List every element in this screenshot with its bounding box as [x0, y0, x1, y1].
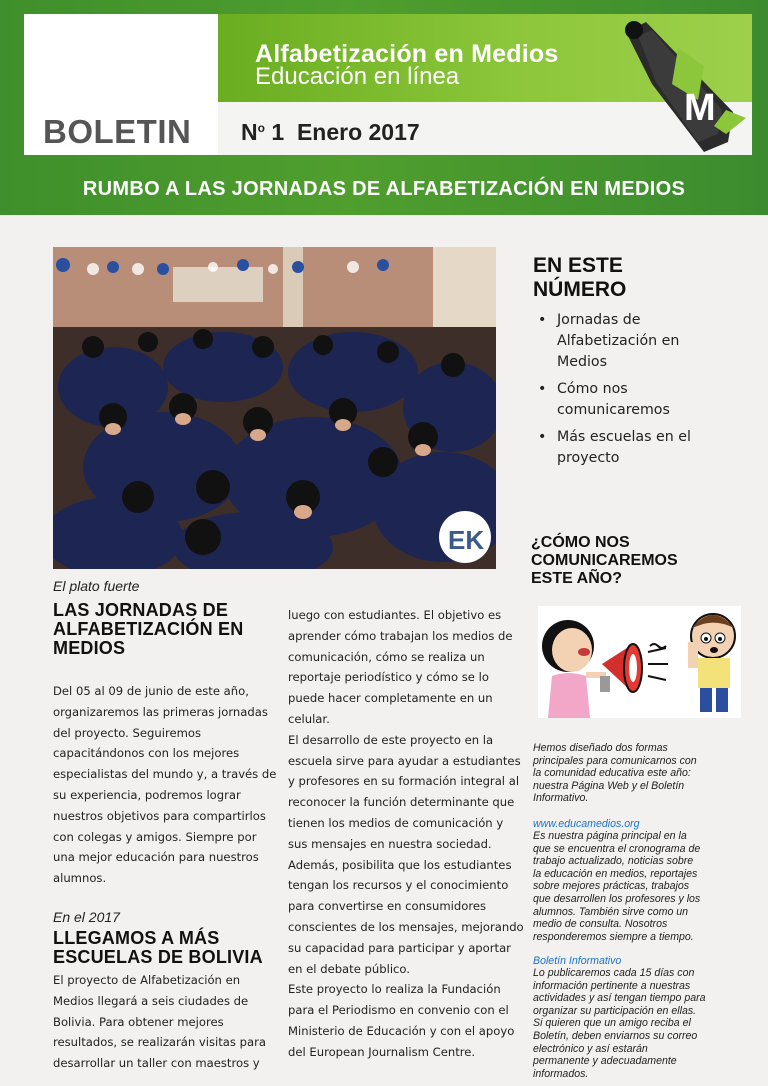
- body-line: Este proyecto lo realiza la Fundación: [288, 982, 501, 997]
- classroom-photo: [53, 247, 496, 569]
- girl-figure-icon: [542, 620, 606, 718]
- toc-item[interactable]: [535, 310, 735, 373]
- toc-title-line: EN ESTE: [533, 254, 623, 277]
- article1-heading-line: LAS JORNADAS DE: [53, 600, 229, 620]
- body-line: organizaremos las primeras jornadas: [53, 704, 268, 719]
- article1-body: [53, 681, 276, 889]
- issue-info: [241, 119, 420, 146]
- como-title-line: ¿CÓMO NOS: [531, 534, 630, 551]
- sidebar-line: Boletín, deben enviarnos su correo: [533, 1029, 698, 1042]
- como-title: [531, 534, 678, 588]
- sidebar-line: medio de consulta. Nosotros: [533, 918, 668, 931]
- toc-item-line: Medios: [557, 354, 607, 370]
- sidebar-line: Hemos diseñado dos formas: [533, 742, 668, 754]
- toc-item-line: comunicaremos: [557, 402, 670, 418]
- article1-kicker: El plato fuerte: [53, 578, 140, 594]
- body-line: resultados, se realizarán visitas para: [53, 1035, 266, 1050]
- body-line: capacitándonos con los mejores: [53, 746, 240, 761]
- body-line: tienen los medios de comunicación y: [288, 815, 504, 830]
- toc-list: [535, 310, 735, 475]
- como-title-line: COMUNICAREMOS: [531, 552, 678, 569]
- toc-title: [533, 254, 626, 302]
- toc-item-line: • Más escuelas en el: [557, 429, 691, 445]
- sidebar-line: Informativo.: [533, 792, 589, 805]
- body-line: Del 05 al 09 de junio de este año,: [53, 684, 249, 698]
- sidebar-line: sobre mejores prácticas, trabajos: [533, 880, 690, 893]
- sidebar-line: alumnos. También sirve como un: [533, 905, 689, 918]
- article2-heading-line: LLEGAMOS A MÁS: [53, 928, 220, 948]
- sidebar-line: informados.: [533, 1067, 589, 1080]
- sidebar-line: la educación en medios, reportajes: [533, 867, 698, 880]
- body-line: para convertirse en consumidores: [288, 899, 487, 914]
- body-line: desarrollar un taller con maestros y: [53, 1056, 260, 1071]
- body-line: Medios llegará a seis ciudades de: [53, 993, 249, 1008]
- article2-heading-line: ESCUELAS DE BOLIVIA: [53, 947, 263, 967]
- body-line: aprender cómo trabajan los medios de: [288, 628, 513, 643]
- banner-headline: RUMBO A LAS JORNADAS DE ALFABETIZACIÓN EN MEDIOS: [82, 178, 686, 200]
- sidebar-line: trabajo actualizado, noticias sobre: [533, 855, 694, 868]
- body-line: del proyecto. Seguiremos: [53, 725, 202, 740]
- boletin-link[interactable]: Boletín Informativo: [533, 955, 622, 967]
- sidebar-line: actividades y así tengan tiempo para: [533, 992, 706, 1005]
- toc-item-line: Alfabetización en: [557, 333, 680, 349]
- megaphone-icon: [600, 644, 642, 692]
- body-line: Ministerio de Educación y con el apoyo: [288, 1023, 515, 1038]
- como-title-line: ESTE AÑO?: [531, 570, 622, 587]
- body-line: tengan los recursos y el conocimiento: [288, 878, 509, 893]
- article2-kicker: En el 2017: [53, 909, 120, 925]
- photo-badge-text: EK: [448, 525, 485, 555]
- sidebar-line: Si quieren que un amigo reciba el: [533, 1017, 691, 1030]
- body-line: para el Periodismo en convenio con el: [288, 1003, 509, 1018]
- boletin-description: [533, 967, 733, 1080]
- issue-number: 1: [271, 119, 285, 145]
- body-line: escuela sirve para ayudar a estudiantes: [288, 753, 521, 768]
- body-line: nuestros objetivos para compartirlos: [53, 808, 266, 823]
- article1-heading-line: ALFABETIZACIÓN EN: [53, 619, 244, 639]
- sidebar-line: principales para comunicarnos con: [533, 754, 697, 767]
- pen-logo-icon: [618, 14, 748, 154]
- article1-heading-line: MEDIOS: [53, 638, 126, 658]
- megaphone-cartoon: [538, 606, 741, 718]
- toc-item[interactable]: [535, 427, 735, 469]
- body-line: del European Journalism Centre.: [288, 1044, 476, 1059]
- body-line: puede hacer completamente en un: [288, 691, 493, 706]
- body-line: sus mensajes en nuestra sociedad.: [288, 836, 492, 851]
- body-line: con colegas y amigos. Siempre por: [53, 829, 257, 844]
- body-line: reconocer la función determinante que: [288, 795, 515, 810]
- article2-heading: [53, 929, 263, 967]
- toc-item-line: • Jornadas de: [557, 312, 641, 328]
- toc-item-line: • Cómo nos: [557, 381, 628, 397]
- body-line: Además, posibilita que los estudiantes: [288, 857, 512, 872]
- website-description: [533, 830, 733, 943]
- logo-letter: M: [684, 87, 716, 129]
- newsletter-title: Alfabetización en Medios: [255, 40, 559, 68]
- header: [0, 0, 768, 215]
- body-line: conscientes de los mensajes, mejorando: [288, 919, 524, 934]
- website-link[interactable]: www.educamedios.org: [533, 818, 640, 830]
- body-line: su experiencia, podremos lograr: [53, 787, 241, 802]
- article2-body: [53, 970, 266, 1074]
- sidebar-line: Lo publicaremos cada 15 días con: [533, 967, 695, 979]
- toc-title-line: NÚMERO: [533, 278, 627, 301]
- body-line: El desarrollo de este proyecto en la: [288, 732, 494, 747]
- issue-date: Enero 2017: [296, 119, 420, 145]
- body-line: luego con estudiantes. El objetivo es: [288, 608, 502, 622]
- body-line: especialistas del mundo y, a través de: [53, 767, 277, 782]
- como-intro: [533, 742, 733, 805]
- sidebar-line: organizar su participación en ellas.: [533, 1004, 697, 1017]
- issue-no-label: N: [241, 119, 258, 145]
- middle-column-body: [288, 605, 524, 1063]
- body-line: reportaje periodístico y cómo se lo: [288, 670, 489, 685]
- article1-heading: [53, 601, 243, 658]
- sidebar-line: información pertinente a nuestras: [533, 979, 691, 992]
- sidebar-line: la comunidad educativa este año:: [533, 767, 691, 780]
- body-line: una mejor educación para nuestros: [53, 850, 259, 865]
- toc-item[interactable]: [535, 379, 735, 421]
- boletin-label: BOLETIN: [43, 113, 192, 150]
- body-line: alumnos.: [53, 871, 107, 886]
- newsletter-subtitle: Educación en línea: [255, 63, 460, 90]
- boy-figure-icon: [688, 614, 735, 712]
- sidebar-line: que desarrollen los profesores y los: [533, 892, 701, 905]
- body-line: su capacidad para participar y aportar: [288, 940, 511, 955]
- sidebar-line: que se encuentra el cronograma de: [533, 842, 701, 855]
- sidebar-line: responderemos siempre a tiempo.: [533, 930, 694, 943]
- body-line: en el debate público.: [288, 961, 410, 976]
- sidebar-line: permanente y adecuadamente: [533, 1055, 677, 1068]
- toc-item-line: proyecto: [557, 450, 620, 466]
- issue-no-sup: o: [257, 121, 265, 135]
- body-line: El proyecto de Alfabetización en: [53, 973, 241, 987]
- sidebar-line: electrónico y así estarán: [533, 1042, 648, 1055]
- body-line: celular.: [288, 711, 330, 726]
- sidebar-line: Es nuestra página principal en la: [533, 830, 687, 842]
- sidebar-line: nuestra Página Web y el Boletín: [533, 779, 685, 792]
- body-line: Bolivia. Para obtener mejores: [53, 1014, 224, 1029]
- body-line: comunicación, cómo se realiza un: [288, 649, 485, 664]
- body-line: y profesores en su formación integral al: [288, 774, 520, 789]
